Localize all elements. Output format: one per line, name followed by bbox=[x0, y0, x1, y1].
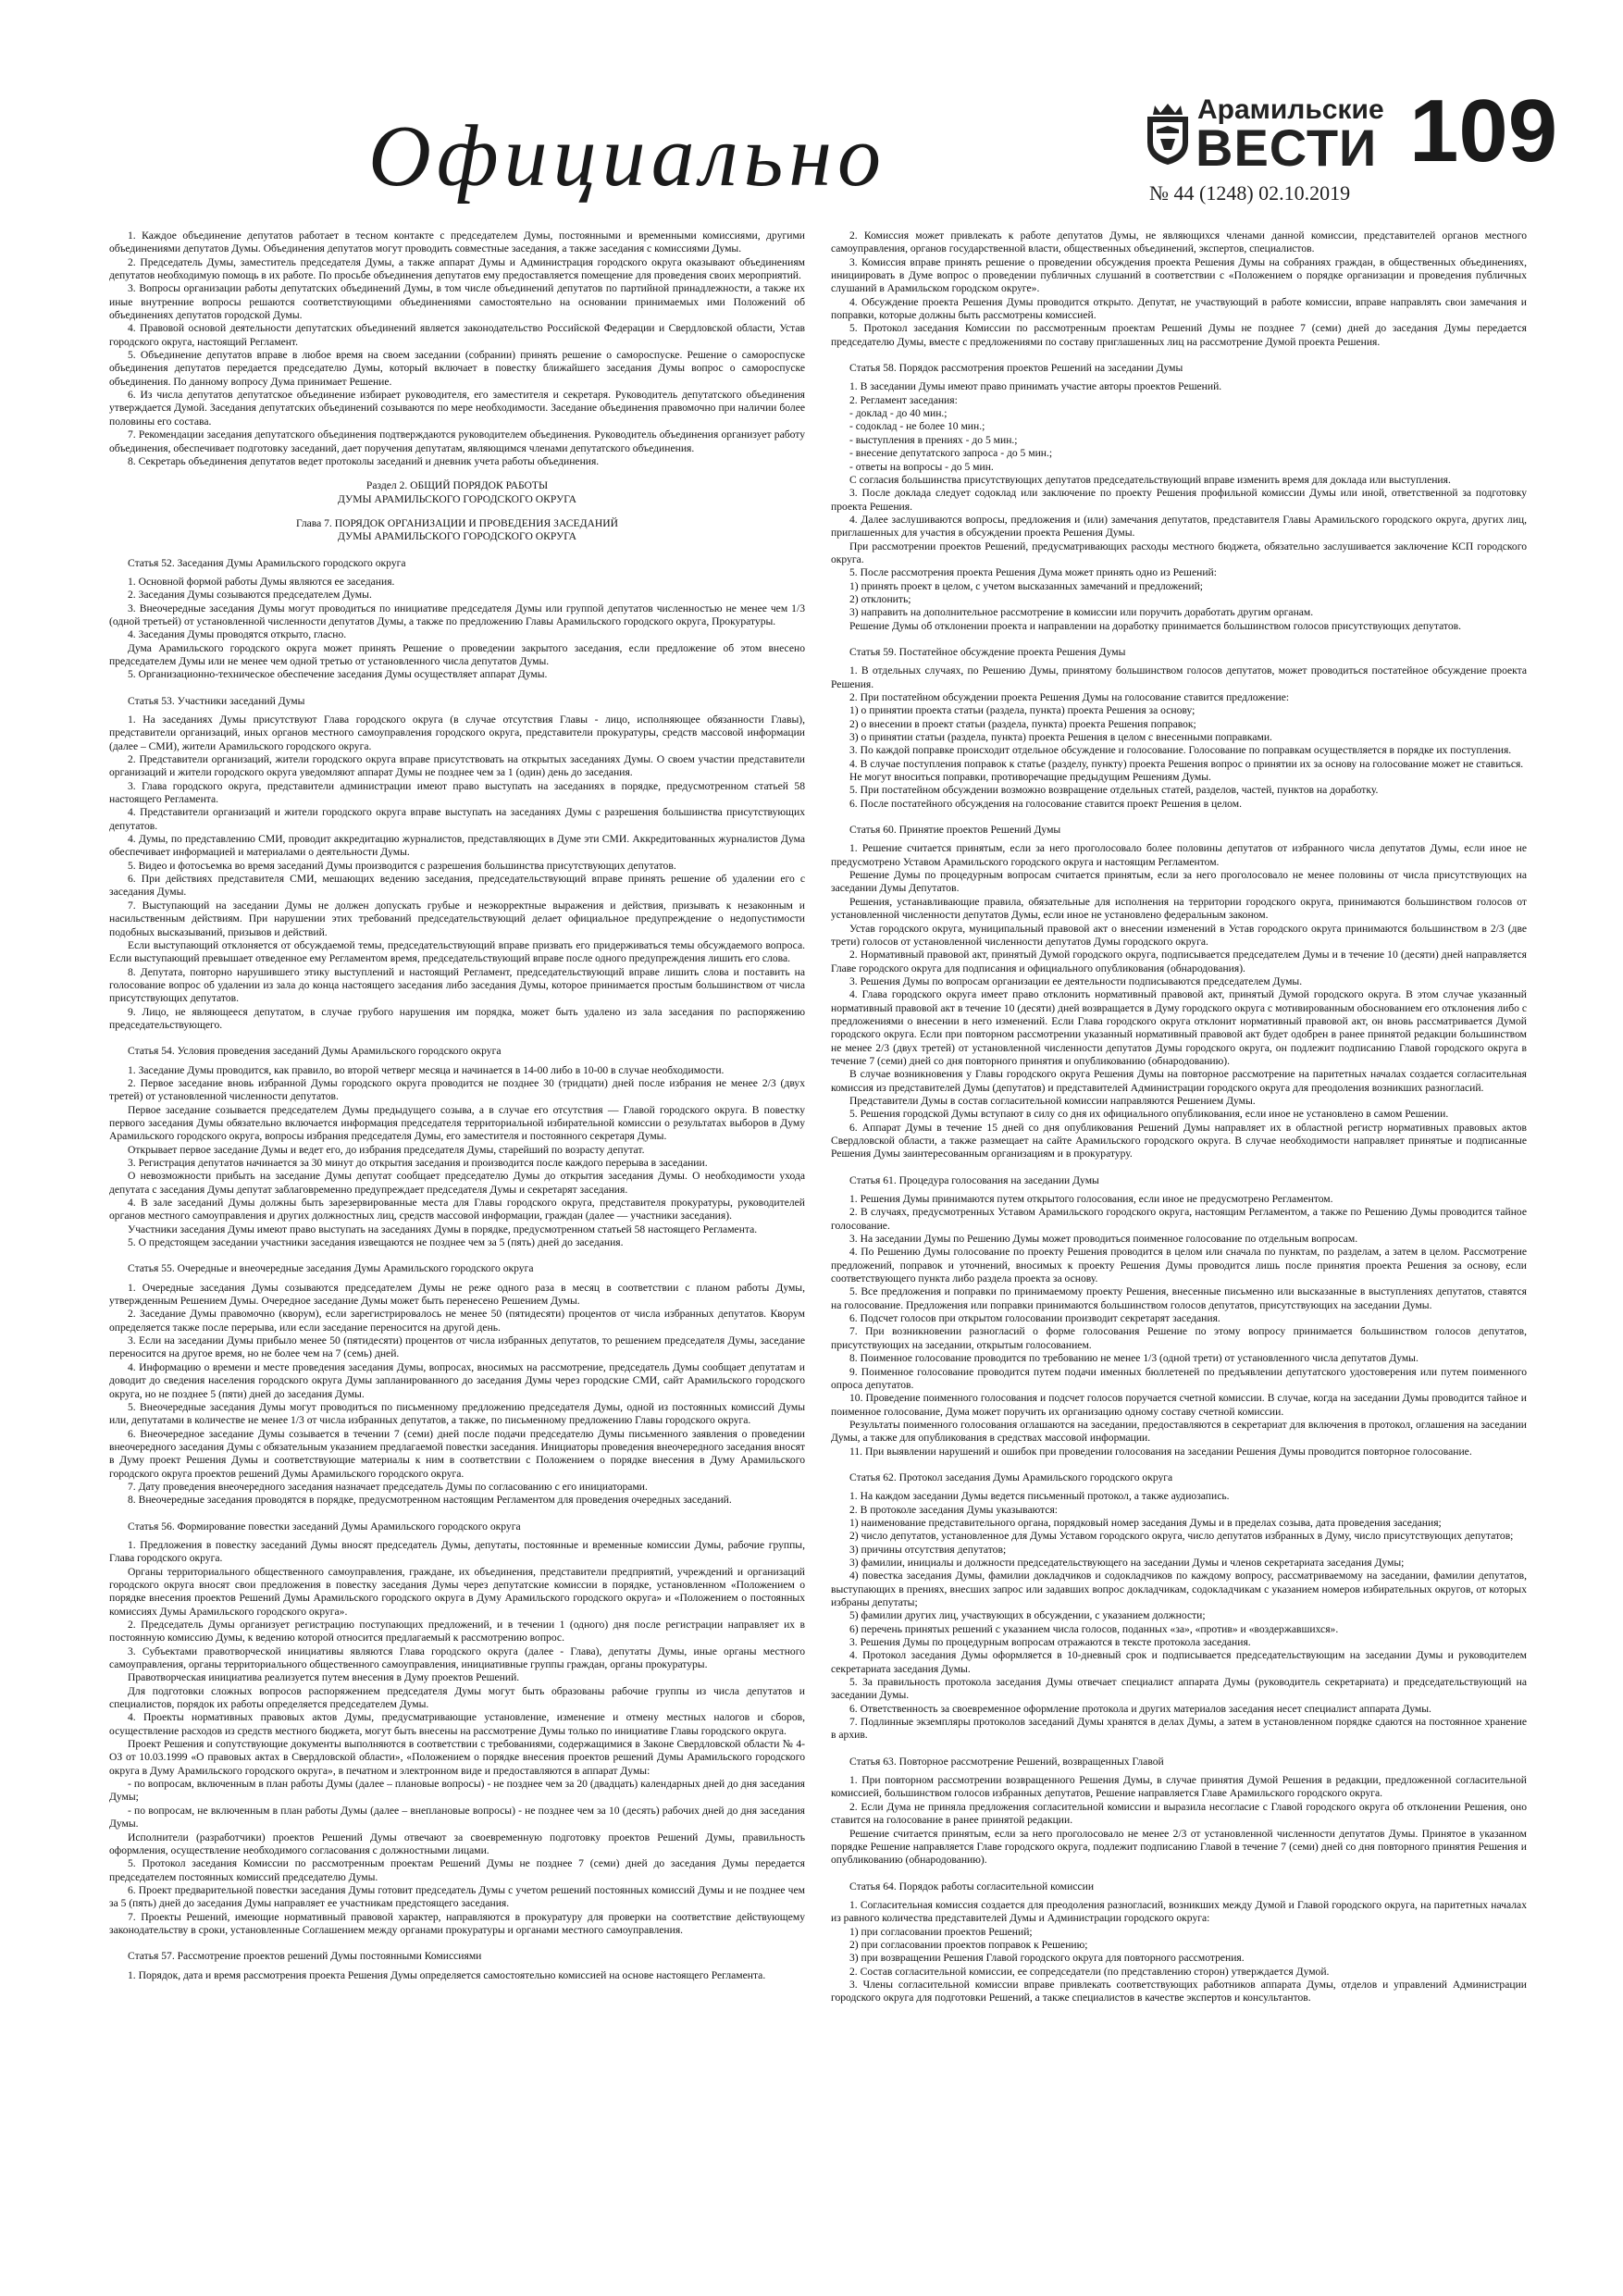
paragraph: 2. Председатель Думы, заместитель председателя Думы, а также аппарат Думы и Администрация городского округа оказывают объединениям депутатов необходимую помощь в их работе. По просьбе объединения депутатов ему предоставляется помещение для проведения своих мероприятий. bbox=[109, 255, 805, 282]
paragraph: Для подготовки сложных вопросов распоряжением председателя Думы могут быть образованы рабочие группы из числа депутатов и специалистов, порядок их работы определяется председателем Думы. bbox=[109, 1684, 805, 1711]
paragraph: 8. Внеочередные заседания проводятся в порядке, предусмотренном настоящим Регламентом для проведения очередных заседаний. bbox=[128, 1494, 732, 1507]
paragraph: 2. Заседания Думы созываются председателем Думы. bbox=[128, 589, 372, 602]
paragraph: Устав городского округа, муниципальный правовой акт о внесении изменений в Устав городского округа принимаются большинством в 2/3 (две трети) голосов от установленной численности депутатов Думы городского округа. bbox=[831, 922, 1527, 948]
paragraph: 7. Выступающий на заседании Думы не должен допускать грубые и неэкорректные выражения и действия, призывать к незаконным и насильственным действиям. При нарушении этих требований председательствующий делает официальное предупреждение о недопустимости подобных высказываний, призывов и действий. bbox=[109, 899, 805, 938]
paragraph: 1. Каждое объединение депутатов работает в тесном контакте с председателем Думы, постоянными и временными комиссиями, другими объединениями депутатов Думы. Объединения депутатов могут проводить совместные заседания, а также заседания с комиссиями Думы. bbox=[109, 230, 805, 255]
article-heading: Статья 63. Повторное рассмотрение Решений, возвращенных Главой bbox=[849, 1755, 1164, 1768]
paragraph: 2. Регламент заседания: bbox=[849, 393, 958, 406]
paragraph: 2. Представители организаций, жители городского округа вправе присутствовать на открытых заседаниях Думы. О своем участии представители организаций и жители городского округа уведомляют аппарат Думы не позднее чем за 1 (один) день до заседания. bbox=[109, 753, 805, 779]
paragraph: 5. После рассмотрения проекта Решения Дума может принять одно из Решений: bbox=[849, 566, 1217, 579]
right-column bbox=[831, 230, 1527, 2265]
article-heading: Статья 62. Протокол заседания Думы Арамильского городского округа bbox=[849, 1471, 1173, 1483]
paragraph: 1. В заседании Думы имеют право принимать участие авторы проектов Решений. bbox=[849, 380, 1222, 393]
paragraph: 4. Заседания Думы проводятся открыто, гласно. bbox=[128, 628, 347, 641]
paragraph: 8. Депутата, повторно нарушившего этику выступлений и настоящий Регламент, председательствующий вправе лишить слова и поставить на голосование вопрос об удалении из зала до конца настоящего заседания либо заседания Думы, которое принимается простым большинством от числа присутствующих депутатов. bbox=[109, 965, 805, 1005]
paragraph: 1. На каждом заседании Думы ведется письменный протокол, а также аудиозапись. bbox=[849, 1490, 1230, 1503]
paragraph: 5. Объединение депутатов вправе в любое время на своем заседании (собрании) принять решение о самороспуске. Решение о самороспуске объединения депутатов передается председателю Думы, который включает в повестку ближайшего заседания Думы вопрос о самороспуске объединения. По данному вопросу Дума принимает Решение. bbox=[109, 349, 805, 388]
paragraph: 2. Если Дума не приняла предложения согласительной комиссии и выразила несогласие с Главой городского округа об отклонении Решения, оно ставится на голосование в ранее принятой редакции. bbox=[831, 1800, 1527, 1827]
paragraph: 10. Проведение поименного голосования и подсчет голосов поручается счетной комиссии. В случае, когда на заседании Думы проводится тайное и поименное голосование, Дума может поручить их организацию одному составу счетной комиссии. bbox=[831, 1392, 1527, 1418]
paragraph: 6. Подсчет голосов при открытом голосовании производит секретарят заседания. bbox=[849, 1312, 1220, 1325]
paragraph: 4. Проекты нормативных правовых актов Думы, предусматривающие установление, изменение и отмену местных налогов и сборов, осуществление расходов из средств местного бюджета, могут быть внесены на рассмотрение Думы только по инициативе Главы городского округа. bbox=[109, 1711, 805, 1737]
article-heading: Статья 64. Порядок работы согласительной комиссии bbox=[849, 1880, 1095, 1893]
paragraph: Открывает первое заседание Думы и ведет его, до избрания председателя Думы, старейший по возрасту депутат. bbox=[128, 1143, 645, 1156]
paragraph: 4. Далее заслушиваются вопросы, предложения и (или) замечания депутатов, представителя Главы Арамильского городского округа, других лиц, приглашенных для участия в обсуждении проекта Решения Думы. bbox=[831, 513, 1527, 540]
paragraph: 4. Представители организаций и жители городского округа вправе выступать на заседаниях Думы с разрешения большинства присутствующих депутатов. bbox=[109, 806, 805, 832]
paragraph: 6. Из числа депутатов депутатское объединение избирает руководителя, его заместителя и секретаря. Руководитель депутатского объединения утверждается Думой. Заседания депутатских объединений созываются по мере необходимости. Заседание объединения правомочно при наличии более половины его состава. bbox=[109, 389, 805, 428]
paragraph: Исполнители (разработчики) проектов Решений Думы отвечают за своевременную подготовку проектов Решений Думы, правильность оформления, осуществление необходимого согласования с должностными лицами. bbox=[109, 1831, 805, 1856]
article-heading: Статья 56. Формирование повестки заседаний Думы Арамильского городского округа bbox=[128, 1520, 521, 1533]
paragraph: 6. Проект предварительной повестки заседания Думы готовит председатель Думы с учетом решений постоянных комиссий Думы и не позднее чем за 5 (пять) дней до заседания Думы направляет ее участникам предстоящего заседания. bbox=[109, 1883, 805, 1910]
brand-main: ВЕСТИ bbox=[1196, 118, 1378, 177]
paragraph: 5. Протокол заседания Комиссии по рассмотренным проектам Решений Думы не позднее 7 (семи) дней до заседания Думы передается председателю Думы, вместе с предложениями по составу приглашенных лиц на рассмотрение Думой проекта Решения. bbox=[831, 322, 1527, 348]
paragraph: 4. Обсуждение проекта Решения Думы проводится открыто. Депутат, не участвующий в работе комиссии, вправе направлять свои замечания и поправки, которые должны быть рассмотрены комиссией. bbox=[831, 295, 1527, 322]
brand-top: Арамильские bbox=[1197, 94, 1384, 125]
paragraph: 4. Правовой основой деятельности депутатских объединений является законодательство Российской Федерации и Свердловской области, Устав городского округа, настоящий Регламент. bbox=[109, 322, 805, 348]
paragraph: 4. Протокол заседания Думы оформляется в 10-дневный срок и подписывается председательствующим на заседании Думы и руководителем секретариата заседания Думы. bbox=[831, 1649, 1527, 1675]
paragraph: 2. Комиссия может привлекать к работе депутатов Думы, не являющихся членами данной комиссии, представителей органов местного самоуправления, органов государственной власти, общественных объединений, экспертов, специалистов. bbox=[831, 230, 1527, 255]
article-columns bbox=[109, 230, 1527, 2265]
coat-of-arms-icon bbox=[1144, 102, 1192, 167]
paragraph: 8. Поименное голосование проводится по требованию не менее 1/3 (одной трети) от установленного числа депутатов Думы. bbox=[849, 1352, 1419, 1365]
article-heading: Статья 59. Постатейное обсуждение проекта Решения Думы bbox=[849, 645, 1126, 658]
paragraph: Представители Думы в состав согласительной комиссии направляются Решением Думы. bbox=[849, 1094, 1256, 1107]
paragraph: 1) принять проект в целом, с учетом высказанных замечаний и предложений; bbox=[849, 579, 1204, 592]
paragraph: - по вопросам, не включенным в план работы Думы (далее – внеплановые вопросы) - не позднее чем за 10 (десять) рабочих дней до дня заседания Думы. bbox=[109, 1804, 805, 1831]
paragraph: 5. Видео и фотосъемка во время заседаний Думы производится с разрешения большинства присутствующих депутатов. bbox=[128, 859, 676, 872]
article-heading: Статья 57. Рассмотрение проектов решений Думы постоянными Комиссиями bbox=[128, 1950, 482, 1963]
section-heading: Раздел 2. ОБЩИЙ ПОРЯДОК РАБОТЫ bbox=[365, 479, 549, 492]
paragraph: 3) причины отсутствия депутатов; bbox=[849, 1543, 1007, 1556]
paragraph: Правотворческая инициатива реализуется путем внесения в Думу проектов Решений. bbox=[128, 1671, 520, 1684]
paragraph: 3. Если на заседании Думы прибыло менее 50 (пятидесяти) процентов от числа избранных депутатов, то решением председателя Думы, заседание переносится на другое время, но не более чем на 7 (семь) дней. bbox=[109, 1334, 805, 1360]
paragraph: 4. Думы, по представлению СМИ, проводит аккредитацию журналистов, представляющих в Думе эти СМИ. Аккредитованных журналистов Дума обеспечивает информацией и материалами о деятельности Думы. bbox=[109, 833, 805, 859]
paragraph: 2. При постатейном обсуждении проекта Решения Думы на голосование ставится предложение: bbox=[849, 691, 1290, 703]
article-heading: Статья 53. Участники заседаний Думы bbox=[128, 694, 305, 707]
paragraph: Решение Думы по процедурным вопросам считается принятым, если за него проголосовало не менее половины от числа присутствующих на заседании Думы Депутатов. bbox=[831, 869, 1527, 895]
paragraph: 7. Дату проведения внеочередного заседания назначает председатель Думы по согласованию с его инициаторами. bbox=[128, 1480, 648, 1493]
paragraph: - ответы на вопросы - до 5 мин. bbox=[849, 460, 994, 473]
paragraph: Если выступающий отклоняется от обсуждаемой темы, председательствующий вправе призвать его придерживаться темы обсуждаемого вопроса. Если выступающий превышает отведенное ему Регламентом время, председательствующий вправе после одного предупреждения лишить его слова. bbox=[109, 938, 805, 965]
paragraph: 3. После доклада следует содоклад или заключение по проекту Решения профильной комиссии Думы или иной, ответственной за подготовку проекта Решения. bbox=[831, 487, 1527, 513]
paragraph: 6. Аппарат Думы в течение 15 дней со дня опубликования Решений Думы направляет их в областной регистр нормативных правовых актов Свердловской области, а также размещает на сайте Арамильского городского округа. В случае необходимости направляет принятые и подписанные Решения Думы заинтересованным организациям и в прокуратуру. bbox=[831, 1121, 1527, 1160]
section-heading: ДУМЫ АРАМИЛЬСКОГО ГОРОДСКОГО ОКРУГА bbox=[337, 492, 577, 505]
section-title: Официально bbox=[368, 108, 887, 205]
paragraph: Решения, устанавливающие правила, обязательные для исполнения на территории городского округа, принимаются большинством голосов от установленной численности депутатов Думы, если иное не установлено федеральным законом. bbox=[831, 895, 1527, 922]
paragraph: 1. Порядок, дата и время рассмотрения проекта Решения Думы определяется самостоятельно комиссией на основе настоящего Регламента. bbox=[128, 1968, 766, 1981]
paragraph: При рассмотрении проектов Решений, предусматривающих расходы местного бюджета, обязательно заслушивается заключение КСП городского округа. bbox=[831, 540, 1527, 565]
paragraph: 3. Вопросы организации работы депутатских объединений Думы, в том числе объединений депутатов по партийной принадлежности, а также их иные внутренние вопросы решаются соответствующими объединениями самостоятельно на основании принимаемых ими Положений об объединениях депутатов городской Думы. bbox=[109, 282, 805, 322]
paragraph: 1. В отдельных случаях, по Решению Думы, принятому большинством голосов депутатов, может проводиться постатейное обсуждение проекта Решения. bbox=[831, 664, 1527, 690]
paragraph: 8. Секретарь объединения депутатов ведет протоколы заседаний и дневник учета работы объединения. bbox=[128, 454, 600, 467]
paragraph: 3. Субъектами правотворческой инициативы являются Глава городского округа (далее - Глава), депутаты Думы, иные органы местного самоуправления, органы территориального общественного самоуправления, инициативные группы граждан, органы прокуратуры. bbox=[109, 1644, 805, 1671]
paragraph: - внесение депутатского запроса - до 5 мин.; bbox=[849, 447, 1053, 460]
article-heading: Статья 54. Условия проведения заседаний Думы Арамильского городского округа bbox=[128, 1045, 502, 1058]
paragraph: 3. Внеочередные заседания Думы могут проводиться по инициативе председателя Думы или группой депутатов численностью не менее чем 1/3 (одной третьей) от установленной численности депутатов Думы, а также по предложению Главы Арамильского городского округа, Прокуратуры. bbox=[109, 602, 805, 627]
paragraph: 4. Информацию о времени и месте проведения заседания Думы, вопросах, вносимых на рассмотрение, председатель Думы сообщает депутатам и доводит до сведения населения городского округа Думы запланированного до заседания Думы через городские СМИ, сайт Арамильского городского округа, но не позднее 5 (пяти) дней до заседания Думы. bbox=[109, 1360, 805, 1400]
paragraph: 1. Заседание Думы проводится, как правило, во второй четверг месяца и начинается в 14-00 либо в 10-00 в случае необходимости. bbox=[128, 1063, 725, 1076]
paragraph: 3) фамилии, инициалы и должности председательствующего на заседании Думы и членов секретариата заседания Думы; bbox=[849, 1556, 1405, 1569]
paragraph: 1) о принятии проекта статьи (раздела, пункта) проекта Решения за основу; bbox=[849, 704, 1196, 717]
paragraph: 4) повестка заседания Думы, фамилии докладчиков и содокладчиков по каждому вопросу, рассматриваемому на заседании, фамилии депутатов, выступающих в прениях, внесших запрос или задавших вопрос докладчикам, содокладчикам с указанием номеров избирательных округов, от которых избраны депутаты; bbox=[831, 1570, 1527, 1608]
paragraph: 1. При повторном рассмотрении возвращенного Решения Думы, в случае принятия Думой Решения в редакции, предложенной согласительной комиссией, большинством голосов избранных депутатов, Решение направляется Главе Арамильского городского округа. bbox=[831, 1774, 1527, 1800]
paragraph: 3. На заседании Думы по Решению Думы может проводиться поименное голосование по отдельным вопросам. bbox=[849, 1233, 1358, 1246]
paragraph: 5) фамилии других лиц, участвующих в обсуждении, с указанием должности; bbox=[849, 1609, 1206, 1622]
paragraph: 3) о принятии статьи (раздела, пункта) проекта Решения в целом с внесенными поправками. bbox=[849, 731, 1272, 744]
article-heading: Статья 52. Заседания Думы Арамильского городского округа bbox=[128, 556, 406, 569]
paragraph: 7. Рекомендации заседания депутатского объединения подтверждаются руководителем объединения. Руководитель объединения организует работу объединения, обеспечивает подготовку заседаний, дает поручения депутатам, являющимся членами депутатского объединения. bbox=[109, 428, 805, 454]
paragraph: - по вопросам, включенным в план работы Думы (далее – плановые вопросы) - не позднее чем за 20 (двадцать) календарных дней до дня заседания Думы; bbox=[109, 1778, 805, 1804]
paragraph: 7. При возникновении разногласий о форме голосования Решение по этому вопросу принимается большинством голосов депутатов, присутствующих на заседании, открытым голосованием. bbox=[831, 1325, 1527, 1351]
paragraph: 1. Решения Думы принимаются путем открытого голосования, если иное не предусмотрено Регламентом. bbox=[849, 1193, 1333, 1206]
paragraph: 6. Ответственность за своевременное оформление протокола и других материалов заседания несет специалист аппарата Думы. bbox=[849, 1702, 1431, 1715]
paragraph: 1) при согласовании проектов Решений; bbox=[849, 1925, 1033, 1938]
paragraph: 5. О предстоящем заседании участники заседания извещаются не позднее чем за 5 (пять) дней до заседания. bbox=[128, 1236, 624, 1249]
section-heading: Глава 7. ПОРЯДОК ОРГАНИЗАЦИИ И ПРОВЕДЕНИЯ ЗАСЕДАНИЙ bbox=[295, 516, 618, 529]
paragraph: Участники заседания Думы имеют право выступать на заседаниях Думы в порядке, предусмотренном статьей 58 настоящего Регламента. bbox=[128, 1222, 758, 1235]
newspaper-logo bbox=[1144, 89, 1421, 205]
paragraph: 4. По Решению Думы голосование по проекту Решения проводится в целом или сначала по пунктам, по разделам, а затем в целом. Рассмотрение предложений, поправок и уточнений, вносимых к проекту Решения Думы проводится лишь после принятия проекта Решения за основу, если соответствующего пункта либо раздела проекта за основу. bbox=[831, 1246, 1527, 1285]
paragraph: 5. Решения городской Думы вступают в силу со дня их официального опубликования, если иное не установлено в самом Решении. bbox=[849, 1108, 1449, 1121]
paragraph: 5. За правильность протокола заседания Думы отвечает специалист аппарата Думы (руководитель секретариата) и председательствующий на заседании Думы. bbox=[831, 1676, 1527, 1702]
left-column bbox=[109, 230, 805, 2265]
paragraph: В случае возникновения у Главы городского округа Решения Думы на повторное рассмотрение на паритетных началах создается согласительная комиссия из представителей Думы (депутатов) и представителей Администрации городского округа для преодоления возникших разногласий. bbox=[831, 1068, 1527, 1094]
paragraph: Не могут вноситься поправки, противоречащие предыдущим Решениям Думы. bbox=[849, 771, 1211, 784]
paragraph: 1. Предложения в повестку заседаний Думы вносят председатель Думы, депутаты, постоянные и временные комиссии Думы, рабочие группы, Глава городского округа. bbox=[109, 1538, 805, 1565]
paragraph: 3. По каждой поправке происходит отдельное обсуждение и голосование. Голосование по поправкам осуществляется в порядке их поступления. bbox=[849, 744, 1512, 757]
paragraph: 3. Решения Думы по вопросам организации ее деятельности подписываются председателем Думы. bbox=[849, 974, 1303, 987]
paragraph: - выступления в прениях - до 5 мин.; bbox=[849, 433, 1018, 446]
article-heading: Статья 61. Процедура голосования на заседании Думы bbox=[849, 1173, 1099, 1186]
paragraph: 9. Поименное голосование проводится путем подачи именных бюллетеней по предъявлении депутатского удостоверения или путем поименного опроса депутатов. bbox=[831, 1365, 1527, 1391]
paragraph: 3) при возвращении Решения Главой городского округа для повторного рассмотрения. bbox=[849, 1952, 1245, 1965]
paragraph: - доклад - до 40 мин.; bbox=[849, 407, 948, 420]
paragraph: 5. Все предложения и поправки по принимаемому проекту Решения, внесенные письменно или высказанные в выступлениях депутатов, ставятся на голосование. Предложения или поправки принимаются большинством голосов депутатов, присутствующих на заседании Думы. bbox=[831, 1285, 1527, 1311]
paragraph: 1. Очередные заседания Думы созываются председателем Думы не реже одного раза в месяц в соответствии с планом работы Думы, утвержденным Решением Думы. Очередное заседание Думы может быть перенесено Решением Думы. bbox=[109, 1281, 805, 1308]
paragraph: 11. При выявлении нарушений и ошибок при проведении голосования на заседании Решения Думы проводится повторное голосование. bbox=[849, 1445, 1472, 1458]
paragraph: Решение Думы об отклонении проекта и направлении на доработку принимается большинством голосов присутствующих депутатов. bbox=[849, 619, 1461, 632]
paragraph: 2. Состав согласительной комиссии, ее сопредседатели (по представлению сторон) утверждается Думой. bbox=[849, 1965, 1330, 1978]
paragraph: 4. В случае поступления поправок к статье (разделу, пункту) проекта Решения вопрос о принятии их за основу на голосование может не ставиться. bbox=[849, 757, 1524, 770]
paragraph: 2. Нормативный правовой акт, принятый Думой городского округа, подписывается председателем Думы и в течение 10 (десяти) дней направляется Главе городского округа для подписания и официального опубликования (обнародования). bbox=[831, 949, 1527, 974]
paragraph: 9. Лицо, не являющееся депутатом, в случае грубого нарушения им порядка, может быть удалено из зала заседания по распоряжению председательствующего. bbox=[109, 1005, 805, 1031]
paragraph: 2. В протоколе заседания Думы указываются: bbox=[849, 1503, 1059, 1516]
page-number: 109 bbox=[1409, 81, 1558, 180]
paragraph: 3) направить на дополнительное рассмотрение в комиссии или поручить доработать другим органам. bbox=[849, 606, 1314, 619]
paragraph: 7. Подлинные экземпляры протоколов заседаний Думы хранятся в делах Думы, а затем в установленном порядке сдаются на постоянное хранение в архив. bbox=[831, 1716, 1527, 1742]
paragraph: 6. При действиях представителя СМИ, мешающих ведению заседания, председательствующий вправе принять решение об удалении его с заседания Думы. bbox=[109, 873, 805, 899]
paragraph: 6. После постатейного обсуждения на голосование ставится проект Решения в целом. bbox=[849, 797, 1242, 810]
paragraph: Дума Арамильского городского округа может принять Решение о проведении закрытого заседания, если предложение об этом внесено председателем Думы или не менее чем одной третью от установленного числа депутатов Думы. bbox=[109, 641, 805, 667]
paragraph: 1. Решение считается принятым, если за него проголосовало более половины депутатов от избранного числа депутатов Думы, если иное не предусмотрено Уставом Арамильского городского округа и настоящим Регламентом. bbox=[831, 842, 1527, 868]
paragraph: 2. Первое заседание вновь избранной Думы городского округа проводится не позднее 30 (тридцати) дней после избрания не менее 2/3 (двух третей) от установленной численности депутатов. bbox=[109, 1076, 805, 1103]
paragraph: Первое заседание созывается председателем Думы предыдущего созыва, а в случае его отсутствия — Главой городского округа. В повестку первого заседания Думы обязательно включается информация председателя территориальной избирательной комиссии о результатах выборов в Думу Арамильского городского округа, вопросы избрания председателя Думы, его заместителя и постоянного секретаря Думы. bbox=[109, 1103, 805, 1143]
paragraph: 1. Основной формой работы Думы являются ее заседания. bbox=[128, 575, 395, 588]
paragraph: О невозможности прибыть на заседание Думы депутат сообщает председателю Думы до открытия заседания Думы. О необходимости ухода депутата с заседания Думы депутат заблаговременно предупреждает председателя Думы и секретарят заседания. bbox=[109, 1170, 805, 1196]
paragraph: 2) число депутатов, установленное для Думы Уставом городского округа, число депутатов избранных в Думу, число присутствующих депутатов; bbox=[849, 1530, 1514, 1543]
issue-number: № 44 (1248) 02.10.2019 bbox=[1149, 181, 1351, 205]
paragraph: 2) отклонить; bbox=[849, 592, 911, 605]
article-heading: Статья 58. Порядок рассмотрения проектов Решений на заседании Думы bbox=[849, 362, 1183, 375]
paragraph: 2) при согласовании проектов поправок к Решению; bbox=[849, 1938, 1088, 1951]
paragraph: 7. Проекты Решений, имеющие нормативный правовой характер, направляются в прокуратуру для проверки на соответствие действующему законодательству в сроки, установленные Соглашением между органами прокуратуры и органами местного самоуправления. bbox=[109, 1910, 805, 1936]
paragraph: 4. В зале заседаний Думы должны быть зарезервированные места для Главы городского округа, представителя прокуратуры, руководителей органов местного самоуправления и других должностных лиц, средств массовой информации, граждан (далее — участники заседания). bbox=[109, 1197, 805, 1222]
paragraph: 1) наименование представительного органа, порядковый номер заседания Думы и в пределах созыва, дата проведения заседания; bbox=[849, 1516, 1442, 1529]
paragraph: 5. Внеочередные заседания Думы могут проводиться по письменному предложению председателя Думы, одной из постоянных комиссий Думы или, депутатами в количестве не менее 1/3 от числа избранных депутатов, а также, по письменному предложению Главы городского округа. bbox=[109, 1400, 805, 1427]
paragraph: - содоклад - не более 10 мин.; bbox=[849, 420, 985, 433]
article-heading: Статья 60. Принятие проектов Решений Думы bbox=[849, 824, 1061, 837]
paragraph: 1. Согласительная комиссия создается для преодоления разногласий, возникших между Думой и Главой городского округа, на паритетных началах из равного количества представителей Думы и Администрации городского округа: bbox=[831, 1898, 1527, 1925]
paragraph: 6. Внеочередное заседание Думы созывается в течении 7 (семи) дней после подачи председателю Думы письменного заявления о проведении внеочередного заседания Думы с обязательным указанием предлагаемой повестки заседания. Инициаторы проведения внеочередного заседания вносят в Думу проект Решения Думы и соответствующие материалы к ним в соответствии с Положением о порядке внесения в Думу Арамильского городского округа проектов решений Думы Арамильского городского округа. bbox=[109, 1427, 805, 1480]
paragraph: Проект Решения и сопутствующие документы выполняются в соответствии с требованиями, содержащимися в Законе Свердловской области № 4-ОЗ от 10.03.1999 «О правовых актах в Свердловской области», «Положением о порядке внесения проектов решений Думы Арамильского городского округа в Думу Арамильского городского округа», в печатном и электронном виде и предоставляются в аппарат Думы: bbox=[109, 1738, 805, 1777]
paragraph: 3. Комиссия вправе принять решение о проведении обсуждения проекта Решения Думы на собраниях граждан, в общественных объединениях, инициировать в Думе вопрос о проведении публичных слушаний в соответствии с «Положением о порядке организации и проведения публичных слушаний в Арамильском городском округе». bbox=[831, 255, 1527, 295]
paragraph: 4. Глава городского округа имеет право отклонить нормативный правовой акт, принятый Думой городского округа. В этом случае указанный нормативный правовой акт в течение 10 (десяти) дней возвращается в Думу городского округа с мотивированным обоснованием его отклонения либо с предложениями о внесении в него изменений. Если Глава городского округа отклонит нормативный правовой акт, он вновь рассматривается Думой городского округа. Если при повторном рассмотрении указанный нормативный правовой акт будет одобрен в ранее принятой редакции большинством не менее 2/3 (двух третей) от установленной численности депутатов Думы городского округа, он подлежит подписанию Главой городского округа в течение 7 (семи) дней со дня повторного принятия и опубликованию (обнародованию). bbox=[831, 988, 1527, 1067]
paragraph: Результаты поименного голосования оглашаются на заседании, предоставляются в секретариат для включения в протокол, оглашения на заседании Думы, а также для опубликования в средствах массовой информации. bbox=[831, 1418, 1527, 1445]
paragraph: 3. Члены согласительной комиссии вправе привлекать соответствующих работников аппарата Думы, отделов и управлений Администрации городского округа для подготовки Решений, а также специалистов в качестве экспертов и консультантов. bbox=[831, 1978, 1527, 2004]
paragraph: 3. Решения Думы по процедурным вопросам отражаются в тексте протокола заседания. bbox=[849, 1636, 1251, 1649]
paragraph: 3. Глава городского округа, представители администрации имеют право выступать на заседаниях в порядке, предусмотренном статьей 58 настоящего Регламента. bbox=[109, 779, 805, 806]
paragraph: 2. Председатель Думы организует регистрацию поступающих предложений, и в течении 1 (одного) дня после регистрации направляет их в постоянную комиссию Думы, к ведению которой относится предлагаемый к рассмотрению вопрос. bbox=[109, 1619, 805, 1644]
paragraph: Органы территориального общественного самоуправления, граждане, их объединения, представители предприятий, учреждений и организаций городского округа вносят свои предложения в повестку заседания Думы через депутатские комиссии в порядке, установленном «Положением о порядке внесения проектов Решений Думы Арамильского городского округа в Думу Арамильского городского округа» и «Положением о постоянных комиссиях Думы Арамильского городского округа». bbox=[109, 1565, 805, 1618]
masthead bbox=[109, 81, 1558, 205]
paragraph: С согласия большинства присутствующих депутатов председательствующий вправе изменить время для доклада или выступления. bbox=[849, 473, 1451, 486]
paragraph: 2) о внесении в проект статьи (раздела, пункта) проекта Решения поправок; bbox=[849, 717, 1196, 730]
article-heading: Статья 55. Очередные и внеочередные заседания Думы Арамильского городского округа bbox=[128, 1262, 534, 1275]
paragraph: 2. В случаях, предусмотренных Уставом Арамильского городского округа, настоящим Регламентом, а также по Решению Думы проводится тайное голосование. bbox=[831, 1206, 1527, 1232]
paragraph: 3. Регистрация депутатов начинается за 30 минут до открытия заседания и производится после каждого перерыва в заседании. bbox=[128, 1157, 708, 1169]
paragraph: Решение считается принятым, если за него проголосовало не менее 2/3 от установленной численности депутатов Думы. Принятое в указанном порядке Решение направляется Главе городского округа, подлежит подписанию Главой в течение 7 (семи) дней со дня повторного принятия Решения и опубликованию (обнародованию). bbox=[831, 1827, 1527, 1867]
paragraph: 1. На заседаниях Думы присутствуют Глава городского округа (в случае отсутствия Главы - лицо, исполняющее обязанности Главы), представители организаций, иных органов местного самоуправления городского округа, представители прокуратуры, средств массовой информации (далее – СМИ), жители Арамильского городского округа. bbox=[109, 714, 805, 752]
section-heading: ДУМЫ АРАМИЛЬСКОГО ГОРОДСКОГО ОКРУГА bbox=[337, 530, 577, 543]
paragraph: 5. При постатейном обсуждении возможно возвращение отдельных статей, разделов, частей, пунктов на доработку. bbox=[849, 784, 1379, 797]
paragraph: 6) перечень принятых решений с указанием числа голосов, поданных «за», «против» и «воздержавшихся». bbox=[849, 1622, 1339, 1635]
paragraph: 2. Заседание Думы правомочно (кворум), если зарегистрировалось не менее 50 (пятидесяти) процентов от числа избранных депутатов. Кворум определяется также после перерыва, или если заседание переносится на другой день. bbox=[109, 1308, 805, 1334]
paragraph: 5. Организационно-техническое обеспечение заседания Думы осуществляет аппарат Думы. bbox=[128, 668, 548, 681]
paragraph: 5. Протокол заседания Комиссии по рассмотренным проектам Решений Думы не позднее 7 (семи) дней до заседания Думы передается председателем постоянных комиссий председателю Думы. bbox=[109, 1857, 805, 1883]
